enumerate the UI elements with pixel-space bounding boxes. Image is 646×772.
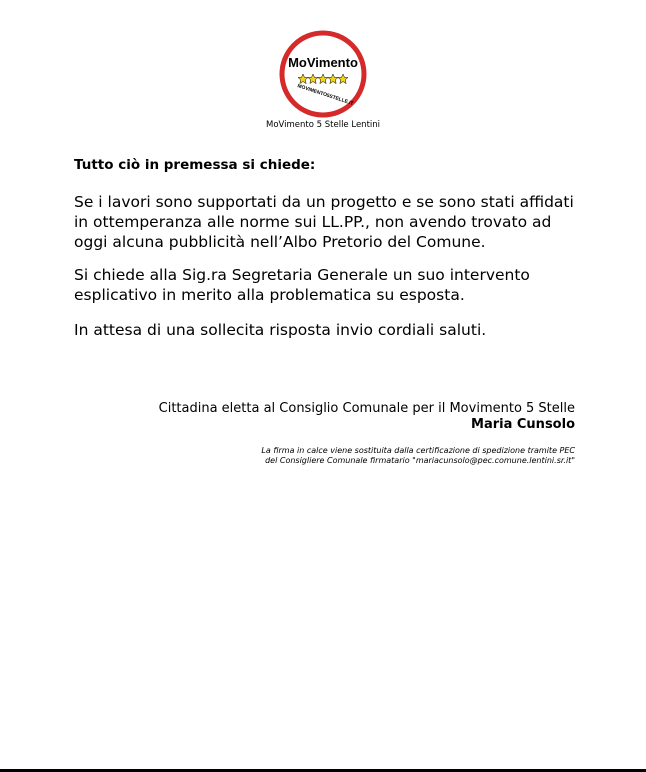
paragraph-request bbox=[74, 192, 594, 252]
note-line: La firma in calce viene sostituita dalla certificazione di spedizione tramite PEC bbox=[261, 446, 575, 455]
signature-block bbox=[159, 401, 575, 433]
signature-role: Cittadina eletta al Consiglio Comunale per il Movimento 5 Stelle bbox=[158, 401, 575, 416]
text-line: Se i lavori sono supportati da un progetto e se sono stati affidati bbox=[74, 193, 574, 211]
logo-caption: MoVimento 5 Stelle Lentini bbox=[265, 120, 381, 130]
pec-certification-note bbox=[261, 446, 575, 466]
signature-name: Maria Cunsolo bbox=[471, 417, 575, 432]
text-line: Si chiede alla Sig.ra Segretaria Generale un suo intervento bbox=[74, 266, 530, 284]
movimento-5-stelle-logo bbox=[279, 30, 367, 118]
paragraph-closing bbox=[74, 320, 594, 340]
logo-site-text: MOVIMENTO5STELLE.IT bbox=[296, 83, 355, 107]
text-line: In attesa di una sollecita risposta invio cordiali saluti. bbox=[74, 321, 487, 339]
paragraph-secretary bbox=[74, 265, 594, 305]
text-line: esplicativo in merito alla problematica su esposta. bbox=[74, 286, 465, 304]
text-line: in ottemperanza alle norme sui LL.PP., non avendo trovato ad bbox=[74, 213, 552, 231]
note-line: del Consigliere Comunale firmatario "mariacunsolo@pec.comune.lentini.sr.it" bbox=[265, 456, 575, 465]
text-line: oggi alcuna pubblicità nell’Albo Pretorio del Comune. bbox=[74, 233, 486, 251]
request-heading: Tutto ciò in premessa si chiede: bbox=[74, 157, 316, 173]
logo-wordmark: MoVimento bbox=[288, 55, 358, 70]
